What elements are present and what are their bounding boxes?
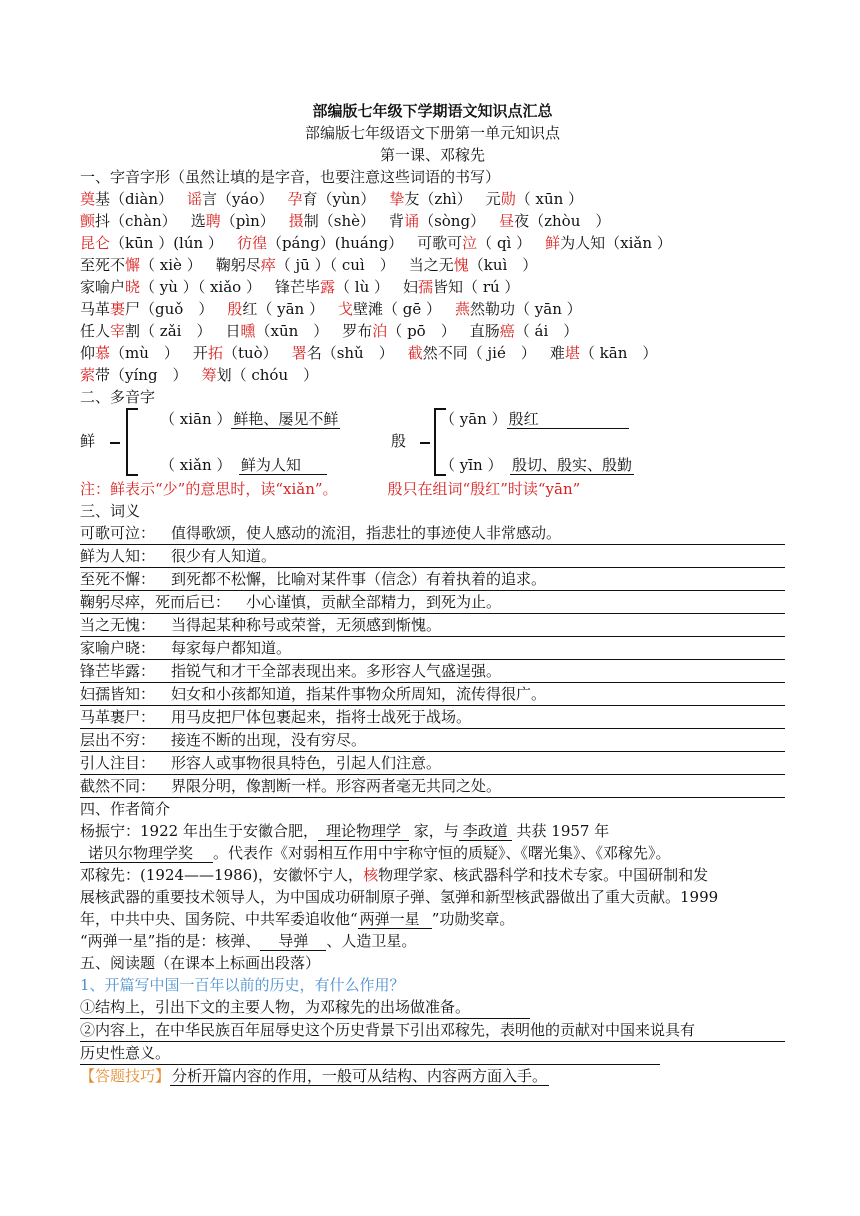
pinyin-text: （ yù ）（ xiǎo ） xyxy=(140,278,261,296)
pronunciation-item xyxy=(342,320,455,342)
pronunciation-item xyxy=(470,320,579,342)
pronunciation-row xyxy=(80,364,785,386)
pronunciation-item xyxy=(80,254,202,276)
highlight-char: 堪 xyxy=(564,344,580,362)
highlight-char: 癌 xyxy=(499,322,515,340)
word-prefix: 罗布 xyxy=(342,322,373,340)
pronunciation-item xyxy=(225,320,328,342)
highlight-char: 懈 xyxy=(125,256,141,274)
pinyin-text: 尸（guǒ ） xyxy=(125,300,214,318)
pronunciation-item xyxy=(389,210,485,232)
deng-bio-line3 xyxy=(80,908,785,930)
pronunciation-item xyxy=(191,210,275,232)
definition-term: 妇孺皆知： xyxy=(80,685,156,703)
definition-row xyxy=(80,775,785,798)
word-prefix: 可歌可 xyxy=(417,234,463,252)
lesson-title: 第一课、邓稼先 xyxy=(379,146,485,164)
yan-note: 殷只在组词“殷红”时读“yān” xyxy=(387,480,581,498)
yan-top-words: 殷红 xyxy=(507,410,629,429)
pronunciation-row xyxy=(80,232,785,254)
brace-left-bottom xyxy=(126,474,138,476)
main-title: 部编版七年级下学期语文知识点汇总 xyxy=(312,102,553,120)
brace-right xyxy=(434,408,436,476)
yan-top-pinyin: （ yān ） xyxy=(440,410,507,428)
pinyin-text: 红（ yān ） xyxy=(242,300,324,318)
definition-term: 可歌可泣： xyxy=(80,524,156,542)
highlight-char: 勋 xyxy=(500,190,516,208)
pronunciation-item xyxy=(417,232,531,254)
pinyin-text: 夜（zhòu ） xyxy=(514,212,611,230)
definition-term: 当之无愧： xyxy=(80,616,156,634)
word-prefix: 背 xyxy=(389,212,405,230)
word-prefix: 选 xyxy=(190,212,206,230)
highlight-char: 晓 xyxy=(125,278,141,296)
deng-bio-line2: 展核武器的重要技术领导人，为中国成功研制原子弹、氢弹和新型核武器做出了重大贡献。1999 xyxy=(80,888,719,906)
yang-text-post: 共获 1957 年 xyxy=(511,822,610,840)
pinyin-text: （kuì ） xyxy=(468,256,538,274)
pronunciation-item xyxy=(80,342,179,364)
pronunciation-item xyxy=(80,188,173,210)
highlight-char: 愧 xyxy=(453,256,469,274)
pinyin-text: （xūn ） xyxy=(255,322,329,340)
pinyin-text: （sòng） xyxy=(419,212,486,230)
definition-row xyxy=(80,752,785,775)
pinyin-text: 基（diàn） xyxy=(95,190,174,208)
highlight-char: 奠 xyxy=(80,190,96,208)
definition-row xyxy=(80,637,785,660)
pinyin-text: （mù ） xyxy=(110,344,179,362)
definition-row xyxy=(80,706,785,729)
section1-heading: 一、字音字形（虽然让填的是字音，也要注意这些词语的书写） xyxy=(80,168,501,186)
definition-term: 层出不穷： xyxy=(80,731,156,749)
word-prefix: 仰 xyxy=(80,344,96,362)
highlight-char: 昆仑 xyxy=(80,234,111,252)
pronunciation-item xyxy=(409,254,538,276)
yang-text: 杨振宁：1922 年出生于安徽合肥， xyxy=(80,822,318,840)
yan-bot-words: 殷切、殷实、殷勤 xyxy=(511,456,632,474)
pinyin-text: （ jū ）（ cuì ） xyxy=(275,256,395,274)
pronunciation-item xyxy=(216,254,395,276)
highlight-char: 彷徨 xyxy=(236,234,267,252)
pronunciation-item xyxy=(403,276,519,298)
xian-top-words: 鲜艳、屡见不鲜 xyxy=(233,410,339,428)
highlight-char: 挚 xyxy=(389,190,405,208)
xian-top-pinyin: （ xiān ） xyxy=(160,410,232,428)
word-prefix: 日 xyxy=(225,322,241,340)
section2-heading: 二、多音字 xyxy=(80,388,156,406)
pronunciation-row xyxy=(80,298,785,320)
definition-term: 锋芒毕露： xyxy=(80,662,156,680)
highlight-char: 拓 xyxy=(207,344,223,362)
definition-text: 形容人或事物很具特色，引起人们注意。 xyxy=(171,754,442,772)
pronunciation-item xyxy=(80,276,261,298)
definition-text: 当得起某种称号或荣誉，无须感到惭愧。 xyxy=(171,616,442,634)
highlight-char: 宰 xyxy=(110,322,126,340)
section5-heading: 五、阅读题（在课本上标画出段落） xyxy=(80,954,321,972)
definition-text: 小心谨慎，贡献全部精力，到死为止。 xyxy=(246,593,502,611)
definition-text: 妇女和小孩都知道，指某件事物众所周知，流传得很广。 xyxy=(171,685,547,703)
pronunciation-item xyxy=(80,320,211,342)
highlight-char: 燕 xyxy=(455,300,471,318)
definition-text: 很少有人知道。 xyxy=(171,547,277,565)
pinyin-text: （pìn） xyxy=(220,212,275,230)
pinyin-text: 然勒功（ yān ） xyxy=(470,300,582,318)
xian-bottom xyxy=(160,454,327,475)
pinyin-text: 育（yùn） xyxy=(302,190,376,208)
pronunciation-item xyxy=(499,210,610,232)
highlight-char: 萦 xyxy=(80,366,96,384)
pronunciation-row xyxy=(80,188,785,210)
word-prefix: 元 xyxy=(485,190,501,208)
pinyin-text: 皆知（ rú ） xyxy=(433,278,520,296)
pinyin-text: 带（yíng ） xyxy=(95,366,188,384)
answer-1 xyxy=(80,996,530,1019)
two-bombs-text-a: “两弹一星”指的是：核弹、 xyxy=(80,932,261,950)
pinyin-text: 为人知（xiǎn ） xyxy=(560,234,672,252)
polyphone-char-xian: 鲜 xyxy=(80,432,96,450)
highlight-char: 谣 xyxy=(187,190,203,208)
polyphone-notes xyxy=(80,478,785,500)
definition-text: 指锐气和才干全部表现出来。多形容人气盛逞强。 xyxy=(171,662,502,680)
definition-text: 接连不断的出现，没有穷尽。 xyxy=(171,731,367,749)
word-prefix: 马革 xyxy=(80,300,111,318)
definition-term: 家喻户晓： xyxy=(80,639,156,657)
pinyin-text: 然不同（ jié ） xyxy=(422,344,536,362)
yang-blank-prize: 诺贝尔物理学奖 xyxy=(80,844,213,863)
pinyin-text: （tuò） xyxy=(222,344,278,362)
pronunciation-item xyxy=(187,188,273,210)
definition-term: 至死不懈： xyxy=(80,570,156,588)
yang-blank-field: 理论物理学 xyxy=(318,822,409,841)
highlight-char: 露 xyxy=(320,278,336,296)
brace-left-top xyxy=(126,408,138,410)
highlight-char: 曛 xyxy=(240,322,256,340)
definition-term: 引人注目： xyxy=(80,754,156,772)
definition-row xyxy=(80,683,785,706)
pinyin-text: （ pō ） xyxy=(387,322,456,340)
xian-bot-pinyin: （ xiǎn ） xyxy=(160,456,224,474)
pinyin-text: （ qì ） xyxy=(477,234,532,252)
word-prefix: 至死不 xyxy=(80,256,126,274)
highlight-char: 署 xyxy=(291,344,307,362)
pronunciation-item xyxy=(193,342,278,364)
pinyin-text: 划（ chóu ） xyxy=(216,366,319,384)
yang-works: 。代表作《对弱相互作用中宇称守恒的质疑》、《曙光集》、《邓稼先》。 xyxy=(213,844,671,862)
pronunciation-item xyxy=(237,232,403,254)
reading-question: 1、开篇写中国一百年以前的历史，有什么作用？ xyxy=(80,976,405,994)
word-prefix: 直肠 xyxy=(469,322,500,340)
pronunciation-row xyxy=(80,342,785,364)
highlight-char: 慕 xyxy=(95,344,111,362)
polyphone-char-yan: 殷 xyxy=(391,432,407,450)
pronunciation-item xyxy=(292,342,394,364)
answer-tip xyxy=(80,1065,785,1087)
xian-bot-words: 鲜为人知 xyxy=(239,456,327,475)
pinyin-text: （ lù ） xyxy=(335,278,390,296)
word-prefix: 鞠躬尽 xyxy=(215,256,261,274)
brace-left xyxy=(126,408,128,476)
definition-text: 每家每户都知道。 xyxy=(171,639,292,657)
yang-bio-line1 xyxy=(80,820,785,842)
pinyin-text: 言（yáo） xyxy=(202,190,274,208)
tip-text: 分析开篇内容的作用，一般可从结构、内容两方面入手。 xyxy=(172,1067,548,1085)
pronunciation-item xyxy=(288,188,376,210)
definition-text: 到死都不松懈，比喻对某件事（信念）有着执着的追求。 xyxy=(171,570,547,588)
pronunciation-item xyxy=(275,276,389,298)
deng-red-char: 核 xyxy=(363,866,379,884)
highlight-char: 戈 xyxy=(337,300,353,318)
deng-bio-line1 xyxy=(80,864,785,886)
highlight-char: 鲜 xyxy=(545,234,561,252)
definition-row xyxy=(80,614,785,637)
highlight-char: 泊 xyxy=(372,322,388,340)
deng-text-b: 物理学家、核武器科学和技术专家。中国研制和发 xyxy=(378,866,709,884)
highlight-char: 孺 xyxy=(418,278,434,296)
pronunciation-item xyxy=(338,298,441,320)
pronunciation-item xyxy=(202,364,319,386)
pronunciation-item xyxy=(80,210,177,232)
yan-bottom xyxy=(440,454,634,475)
pronunciation-item xyxy=(550,342,658,364)
pronunciation-item xyxy=(408,342,536,364)
pinyin-text: 壁滩（ gē ） xyxy=(352,300,441,318)
highlight-char: 昼 xyxy=(499,212,515,230)
pronunciation-item xyxy=(80,364,188,386)
definition-row xyxy=(80,568,785,591)
highlight-char: 筹 xyxy=(201,366,217,384)
pinyin-text: 制（shè） xyxy=(303,212,376,230)
word-prefix: 当之无 xyxy=(408,256,454,274)
yang-blank-partner: 李政道 xyxy=(459,822,512,841)
yang-text-mid: 家，与 xyxy=(408,822,459,840)
word-prefix: 家喻户 xyxy=(80,278,126,296)
pinyin-text: （páng）(huáng） xyxy=(266,234,404,252)
answer-2a xyxy=(80,1019,785,1042)
pinyin-text: 抖（chàn） xyxy=(95,212,177,230)
deng-text-a: 邓稼先：(1924——1986)，安徽怀宁人， xyxy=(80,866,364,884)
yang-bio-line2 xyxy=(80,842,785,864)
deng-text-c: 年，中共中央、国务院、中共军委追收他“ xyxy=(80,910,358,928)
highlight-char: 裹 xyxy=(110,300,126,318)
word-prefix: 开 xyxy=(192,344,208,362)
definition-term: 马革裹尸： xyxy=(80,708,156,726)
highlight-char: 泣 xyxy=(462,234,478,252)
pronunciation-item xyxy=(227,298,324,320)
brace-dash-right xyxy=(420,442,430,444)
answer-2b-text: 历史性意义。 xyxy=(80,1044,171,1062)
brace-dash xyxy=(110,442,120,444)
word-prefix: 妇 xyxy=(403,278,419,296)
highlight-char: 截 xyxy=(407,344,423,362)
section3-heading: 三、词义 xyxy=(80,502,141,520)
tip-label: 【答题技巧】 xyxy=(80,1067,171,1085)
highlight-char: 殷 xyxy=(227,300,243,318)
word-prefix: 锋芒毕 xyxy=(274,278,320,296)
definition-row xyxy=(80,660,785,683)
section4-heading: 四、作者简介 xyxy=(80,800,171,818)
pinyin-text: （kūn ）(lún ） xyxy=(110,234,223,252)
highlight-char: 聘 xyxy=(205,212,221,230)
deng-text-d: ”功勋奖章。 xyxy=(431,910,515,928)
definition-row xyxy=(80,545,785,568)
pronunciation-row xyxy=(80,254,785,276)
yan-top xyxy=(440,408,629,429)
word-prefix: 难 xyxy=(549,344,565,362)
answer-2b xyxy=(80,1042,660,1065)
two-bombs-line xyxy=(80,930,785,952)
two-bombs-text-b: 、人造卫星。 xyxy=(326,932,417,950)
definition-row xyxy=(80,591,785,614)
definition-term: 鞠躬尽瘁，死而后已： xyxy=(80,593,231,611)
definition-text: 值得歌颂，使人感动的流泪，指悲壮的事迹使人非常感动。 xyxy=(171,524,562,542)
pronunciation-item xyxy=(80,298,213,320)
pronunciation-item xyxy=(389,188,471,210)
pinyin-text: 割（ zǎi ） xyxy=(125,322,212,340)
highlight-char: 摄 xyxy=(288,212,304,230)
definition-term: 鲜为人知： xyxy=(80,547,156,565)
definition-term: 截然不同： xyxy=(80,777,156,795)
document-page xyxy=(80,100,785,1087)
subtitle: 部编版七年级语文下册第一单元知识点 xyxy=(304,124,560,142)
pinyin-text: 名（shǔ ） xyxy=(306,344,394,362)
pinyin-text: （ xiè ） xyxy=(140,256,202,274)
pinyin-text: 友（zhì） xyxy=(404,190,472,208)
yan-bot-pinyin: （ yīn ） xyxy=(440,456,495,474)
highlight-char: 瘁 xyxy=(260,256,276,274)
pronunciation-item xyxy=(80,232,223,254)
pronunciation-row xyxy=(80,276,785,298)
pronunciation-list xyxy=(80,188,785,386)
deng-blank-medal: 两弹一星 xyxy=(358,910,432,929)
pronunciation-item xyxy=(545,232,672,254)
highlight-char: 诵 xyxy=(404,212,420,230)
definition-text: 用马皮把尸体包裹起来，指将士战死于战场。 xyxy=(171,708,472,726)
pronunciation-row xyxy=(80,210,785,232)
polyphone-block xyxy=(80,408,785,478)
xian-top xyxy=(160,408,340,429)
pinyin-text: （ xūn ） xyxy=(515,190,584,208)
definition-row xyxy=(80,729,785,752)
pronunciation-row xyxy=(80,320,785,342)
pronunciation-item xyxy=(289,210,375,232)
answer-2a-text: ②内容上，在中华民族百年屈辱史这个历史背景下引出邓稼先，表明他的贡献对中国来说具有 xyxy=(80,1021,696,1039)
definition-text: 界限分明，像割断一样。形容两者毫无共同之处。 xyxy=(171,777,502,795)
word-prefix: 任人 xyxy=(80,322,111,340)
xian-note: 注：鲜表示“少”的意思时，读“xiǎn”。 xyxy=(80,480,338,498)
definition-row xyxy=(80,522,785,545)
pinyin-text: （ kān ） xyxy=(579,344,658,362)
definition-list xyxy=(80,522,785,798)
pronunciation-item xyxy=(455,298,582,320)
two-bombs-blank: 导弹 xyxy=(260,932,326,951)
answer-1-text: ①结构上，引出下文的主要人物，为邓稼先的出场做准备。 xyxy=(80,998,471,1016)
pinyin-text: （ ái ） xyxy=(514,322,579,340)
highlight-char: 颤 xyxy=(80,212,96,230)
highlight-char: 孕 xyxy=(287,190,303,208)
pronunciation-item xyxy=(486,188,583,210)
